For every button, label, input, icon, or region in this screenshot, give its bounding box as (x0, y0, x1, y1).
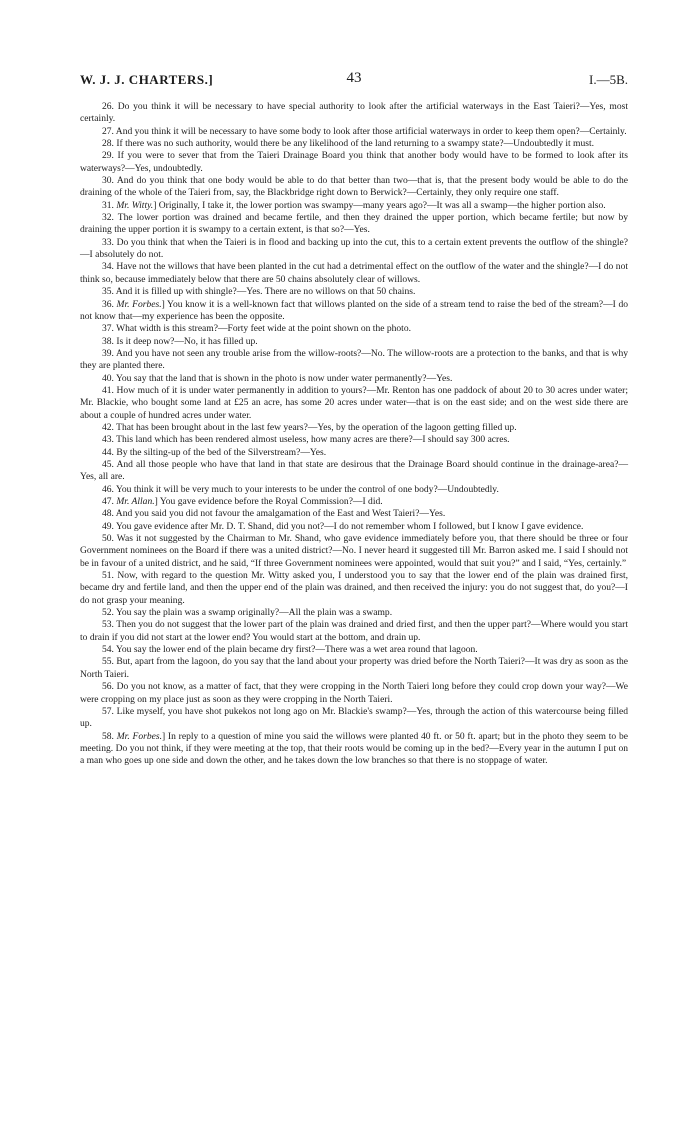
question-paragraph: 34. Have not the willows that have been planted in the cut had a detrimental effect on the outflow of the water and the shingle?—I do not think so, because immediately below that there are 50 chains absolutely clear of willows. (80, 261, 628, 285)
question-number: 47. (102, 496, 117, 507)
paragraph-text: ] In reply to a question of mine you said the willows were planted 40 ft. or 50 ft. apart; but in the photo they seem to be meeting. Do you not think, if they were meeting at the top, that their roots would be coming up in the bed?—Every year in the autumn I put on a man who goes up one side and down the other, and he takes down the low branches so that there is no stoppage of water. (80, 730, 628, 767)
paragraph-text: ] Originally, I take it, the lower portion was swampy—many years ago?—It was all a swamp—the higher portion also. (153, 199, 606, 211)
question-number: 36. (102, 298, 117, 310)
speaker-name: Mr. Forbes. (116, 730, 162, 742)
question-paragraph: 42. That has been brought about in the last few years?—Yes, by the operation of the lagoon getting filled up. (102, 421, 517, 433)
question-paragraph: 57. Like myself, you have shot pukekos not long ago on Mr. Blackie's swamp?—Yes, through the action of this watercourse being filled up. (80, 705, 628, 730)
question-paragraph: 26. Do you think it will be necessary to have special authority to look after the artificial waterways in the East Taieri?—Yes, most certainly. (80, 101, 628, 125)
question-paragraph (80, 200, 628, 212)
document-reference: I.—5B. (589, 72, 628, 87)
question-number: 31. (102, 199, 117, 211)
question-paragraph: 45. And all those people who have that land in that state are desirous that the Drainage Board should continue in the drainage-area?—Yes, all are. (80, 458, 628, 483)
question-paragraph: 32. The lower portion was drained and became fertile, and then they drained the upper portion, which became fertile; but now by draining the upper portion it is swampy to a certain extent, is that so?—Yes. (80, 212, 628, 236)
speaker-name: Mr. Allan. (116, 496, 155, 507)
header-author: W. J. J. CHARTERS.] (80, 72, 214, 87)
question-paragraph: 52. You say the plain was a swamp originally?—All the plain was a swamp. (102, 607, 393, 619)
question-paragraph: 35. And it is filled up with shingle?—Yes. There are no willows on that 50 chains. (102, 286, 416, 298)
question-paragraph: 49. You gave evidence after Mr. D. T. Shand, did you not?—I do not remember whom I followed, but I know I gave evidence. (102, 520, 584, 532)
question-paragraph: 37. What width is this stream?—Forty feet wide at the point shown on the photo. (102, 323, 411, 335)
paragraph-text: ] You know it is a well-known fact that willows planted on the side of a stream tend to raise the bed of the stream?—I do not know that—my experience has been the opposite. (80, 298, 628, 322)
question-paragraph: 53. Then you do not suggest that the lower part of the plain was drained and dried first, and then the upper part?—Where would you start to drain if you did not start at the lower end? You would start at the bottom, and drain up. (80, 619, 628, 643)
question-paragraph (80, 731, 628, 768)
question-paragraph: 56. Do you not know, as a matter of fact, that they were cropping in the North Taieri long before they could crop down your way?—We were cropping on my place just as soon as they were cropping in the North Taieri. (80, 681, 628, 705)
question-paragraph: 51. Now, with regard to the question Mr. Witty asked you, I understood you to say that the lower end of the plain was drained first, became dry and fertile land, and then the upper end of the plain was drained, and then received the injury: you do not suggest that, do you?—I do not grasp your meaning. (80, 570, 628, 606)
question-paragraph: 38. Is it deep now?—No, it has filled up. (102, 335, 258, 347)
question-paragraph: 50. Was it not suggested by the Chairman to Mr. Shand, who gave evidence immediately before you, that there should be three or four Government nominees on the Board if there was a united district?—No. I never heard it suggested till Mr. Barron asked me. I said I should not be in favour of a united district, and he said, “If three Government nominees were appointed, would that suit you?” and I said, “Yes, certainly.” (80, 533, 628, 569)
speaker-name: Mr. Witty. (116, 199, 154, 211)
question-paragraph: 28. If there was no such authority, would there be any likelihood of the land returning to a swampy state?—Undoubtedly it must. (102, 138, 594, 150)
question-paragraph: 46. You think it will be very much to your interests to be under the control of one body?—Undoubtedly. (102, 483, 499, 495)
page-header (80, 72, 628, 92)
speaker-name: Mr. Forbes. (116, 298, 162, 310)
question-paragraph: 44. By the silting-up of the bed of the Silverstream?—Yes. (102, 446, 327, 458)
page-number: 43 (346, 70, 362, 86)
question-paragraph: 41. How much of it is under water permanently in addition to yours?—Mr. Renton has one paddock of about 20 to 30 acres under water; Mr. Blackie, who bought some land at £25 an acre, has some 20 acres under water—that is on the east side; and on the west side there are about a couple of hundred acres under water. (80, 384, 628, 421)
question-paragraph: 40. You say that the land that is shown in the photo is now under water permanently?—Yes. (102, 372, 453, 384)
question-number: 58. (102, 730, 117, 742)
question-paragraph: 54. You say the lower end of the plain became dry first?—There was a wet area round that lagoon. (102, 644, 478, 656)
evidence-text (80, 101, 628, 768)
question-paragraph: 29. If you were to sever that from the Taieri Drainage Board you think that another body would have to be formed to look after its waterways?—Yes, undoubtedly. (80, 150, 628, 174)
paragraph-text: ] You gave evidence before the Royal Commission?—I did. (154, 496, 383, 507)
question-paragraph: 43. This land which has been rendered almost useless, how many acres are there?—I should say 300 acres. (102, 434, 510, 446)
question-paragraph: 27. And you think it will be necessary to have some body to look after those artificial waterways in order to keep them open?—Certainly. (102, 125, 627, 137)
question-paragraph (80, 496, 628, 508)
question-paragraph: 33. Do you think that when the Taieri is in flood and backing up into the cut, this to a certain extent prevents the outflow of the shingle?—I absolutely do not. (80, 236, 628, 261)
question-paragraph: 30. And do you think that one body would be able to do that better than two—that is, that the present body would be able to do the draining of the whole of the Taieri from, say, the Blackbridge right down to Berwick?—Certainly, they only require one staff. (80, 175, 628, 199)
question-paragraph: 48. And you said you did not favour the amalgamation of the East and West Taieri?—Yes. (102, 508, 446, 520)
question-paragraph (80, 299, 628, 324)
question-paragraph: 39. And you have not seen any trouble arise from the willow-roots?—No. The willow-roots are a protection to the banks, and that is why they are planted there. (80, 347, 628, 372)
question-paragraph: 55. But, apart from the lagoon, do you say that the land about your property was dried before the North Taieri?—It was dry as soon as the North Taieri. (80, 656, 628, 680)
